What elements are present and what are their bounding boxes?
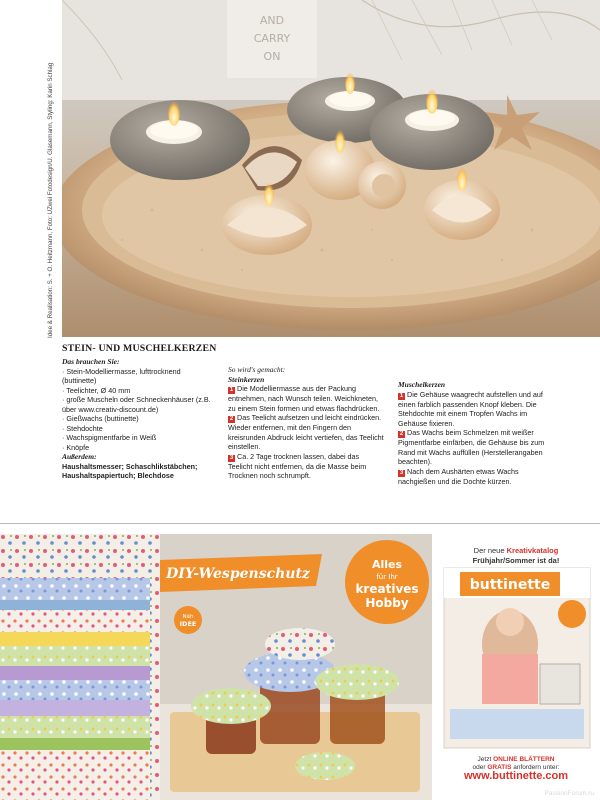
shell-heading: Muschelkerzen bbox=[398, 380, 446, 389]
step-number: 2 bbox=[399, 431, 404, 437]
section-divider bbox=[0, 523, 600, 524]
step-number: 2 bbox=[229, 416, 234, 422]
ad-badge-line-1: Näh bbox=[182, 614, 194, 620]
ad-circle-line-2: für Ihr bbox=[376, 573, 398, 581]
step-text: Ca. 2 Tage trocknen lassen, dabei das Teelicht nicht entfernen, da die Masse beim Trocknen noch schrumpft. bbox=[228, 451, 367, 480]
catalog-cta bbox=[432, 756, 600, 782]
materials-list bbox=[62, 367, 212, 453]
stone-step bbox=[228, 452, 385, 481]
catalog-cta-2c: anfordern unter: bbox=[513, 764, 560, 771]
materials-heading: Das brauchen Sie: bbox=[62, 357, 120, 366]
step-number: 3 bbox=[399, 469, 404, 476]
article bbox=[62, 340, 600, 510]
step-text: Nach dem Aushärten etwas Wachs nachgießen und die Dochte kürzen. bbox=[398, 466, 519, 486]
step-number: 3 bbox=[229, 454, 234, 461]
step-text: Die Gehäuse waagrecht aufstellen und auf einen farblich passenden Knopf kleben. Die Stehdochte mit einem Tropfen Wachs im Gehäuse fixieren. bbox=[398, 389, 543, 428]
stone-step bbox=[228, 384, 385, 413]
how-heading: So wird's gemacht: bbox=[228, 365, 286, 374]
shell-column bbox=[398, 380, 548, 486]
catalog-headline-3: ist da! bbox=[537, 556, 560, 565]
sign-line-1: AND bbox=[259, 14, 285, 27]
advertisement bbox=[0, 534, 432, 800]
catalog-cta-2a: oder bbox=[472, 764, 486, 771]
material-item: · große Muscheln oder Schneckenhäuser (z.B. über www.creativ-discount.de) bbox=[62, 395, 212, 414]
ad-circle-line-4: Hobby bbox=[365, 596, 409, 610]
ad-banner-text: DIY-Wespenschutz bbox=[166, 566, 310, 582]
step-number: 1 bbox=[399, 392, 404, 399]
sign-line-2: CARRY bbox=[253, 32, 291, 45]
catalog-url-link[interactable]: www.buttinette.com bbox=[463, 770, 569, 782]
other-items: Haushaltsmesser; Schaschlikstäbchen; Haushaltspapiertuch; Blechdose bbox=[62, 461, 198, 480]
sign-line-3: ON bbox=[263, 50, 281, 63]
catalog-headline-highlight: Kreativkatalog bbox=[506, 546, 559, 555]
catalog-cta-1b: ONLINE BLÄTTERN bbox=[493, 756, 555, 763]
materials-column bbox=[62, 357, 212, 481]
candle-photo bbox=[62, 0, 600, 337]
ad-illustration bbox=[0, 534, 432, 800]
shell-step bbox=[398, 428, 548, 467]
catalog-brand: buttinette bbox=[469, 577, 551, 593]
stone-heading: Steinkerzen bbox=[228, 374, 265, 384]
step-text: Das Teelicht aufsetzen und leicht eindrücken. Wieder entfernen, mit den Fingern den kreisrunden Abdruck leicht vertiefen, das Teelicht einstellen. bbox=[228, 413, 384, 451]
catalog-ad bbox=[432, 534, 600, 800]
watermark: PassionForum.ru bbox=[544, 790, 594, 797]
catalog-headline-1: Der neue bbox=[473, 546, 505, 555]
other-heading: Außerdem: bbox=[62, 452, 97, 461]
catalog-headline-2: Frühjahr/Sommer bbox=[472, 556, 536, 565]
catalog-cta-1a: Jetzt bbox=[477, 756, 492, 763]
material-item: · Gießwachs (buttinette) bbox=[62, 414, 212, 424]
article-title: STEIN- UND MUSCHELKERZEN bbox=[62, 343, 217, 354]
catalog-cta-2b: GRATIS bbox=[487, 764, 512, 771]
ad-circle-line-3: kreatives bbox=[355, 582, 419, 596]
step-text: Das Wachs beim Schmelzen mit weißer Pigmentfarbe einfärben, die Gehäuse bis zum Rand mit Wachs auffüllen (Herstellerangaben beachten). bbox=[398, 428, 545, 466]
step-text: Die Modelliermasse aus der Packung entnehmen, nach Wunsch teilen. Weichkneten, zu einem Stein formen und etwas flachdrücken. bbox=[228, 384, 380, 413]
photo-credit-text: Idee & Realisation: S. + O. Heitzmann, Foto: UZwei Fotodesign/U. Glasemann, Styling: Karin Schlag bbox=[47, 62, 54, 338]
shell-step bbox=[398, 467, 548, 487]
stone-column bbox=[228, 365, 385, 481]
ad-circle-line-1: Alles bbox=[371, 558, 403, 571]
candle-photo-illustration bbox=[62, 0, 600, 337]
ad-badge-line-2: IDEE bbox=[179, 620, 197, 628]
material-item: · Stein-Modelliermasse, lufttrocknend (buttinette) bbox=[62, 367, 212, 386]
step-number: 1 bbox=[229, 387, 234, 393]
material-item: · Teelichter, Ø 40 mm bbox=[62, 386, 212, 396]
material-item: · Stehdochte bbox=[62, 424, 212, 434]
material-item: · Wachspigmentfarbe in Weiß bbox=[62, 433, 212, 443]
stone-step bbox=[228, 413, 385, 452]
shell-step bbox=[398, 390, 548, 429]
material-item: · Knöpfe bbox=[62, 443, 212, 453]
